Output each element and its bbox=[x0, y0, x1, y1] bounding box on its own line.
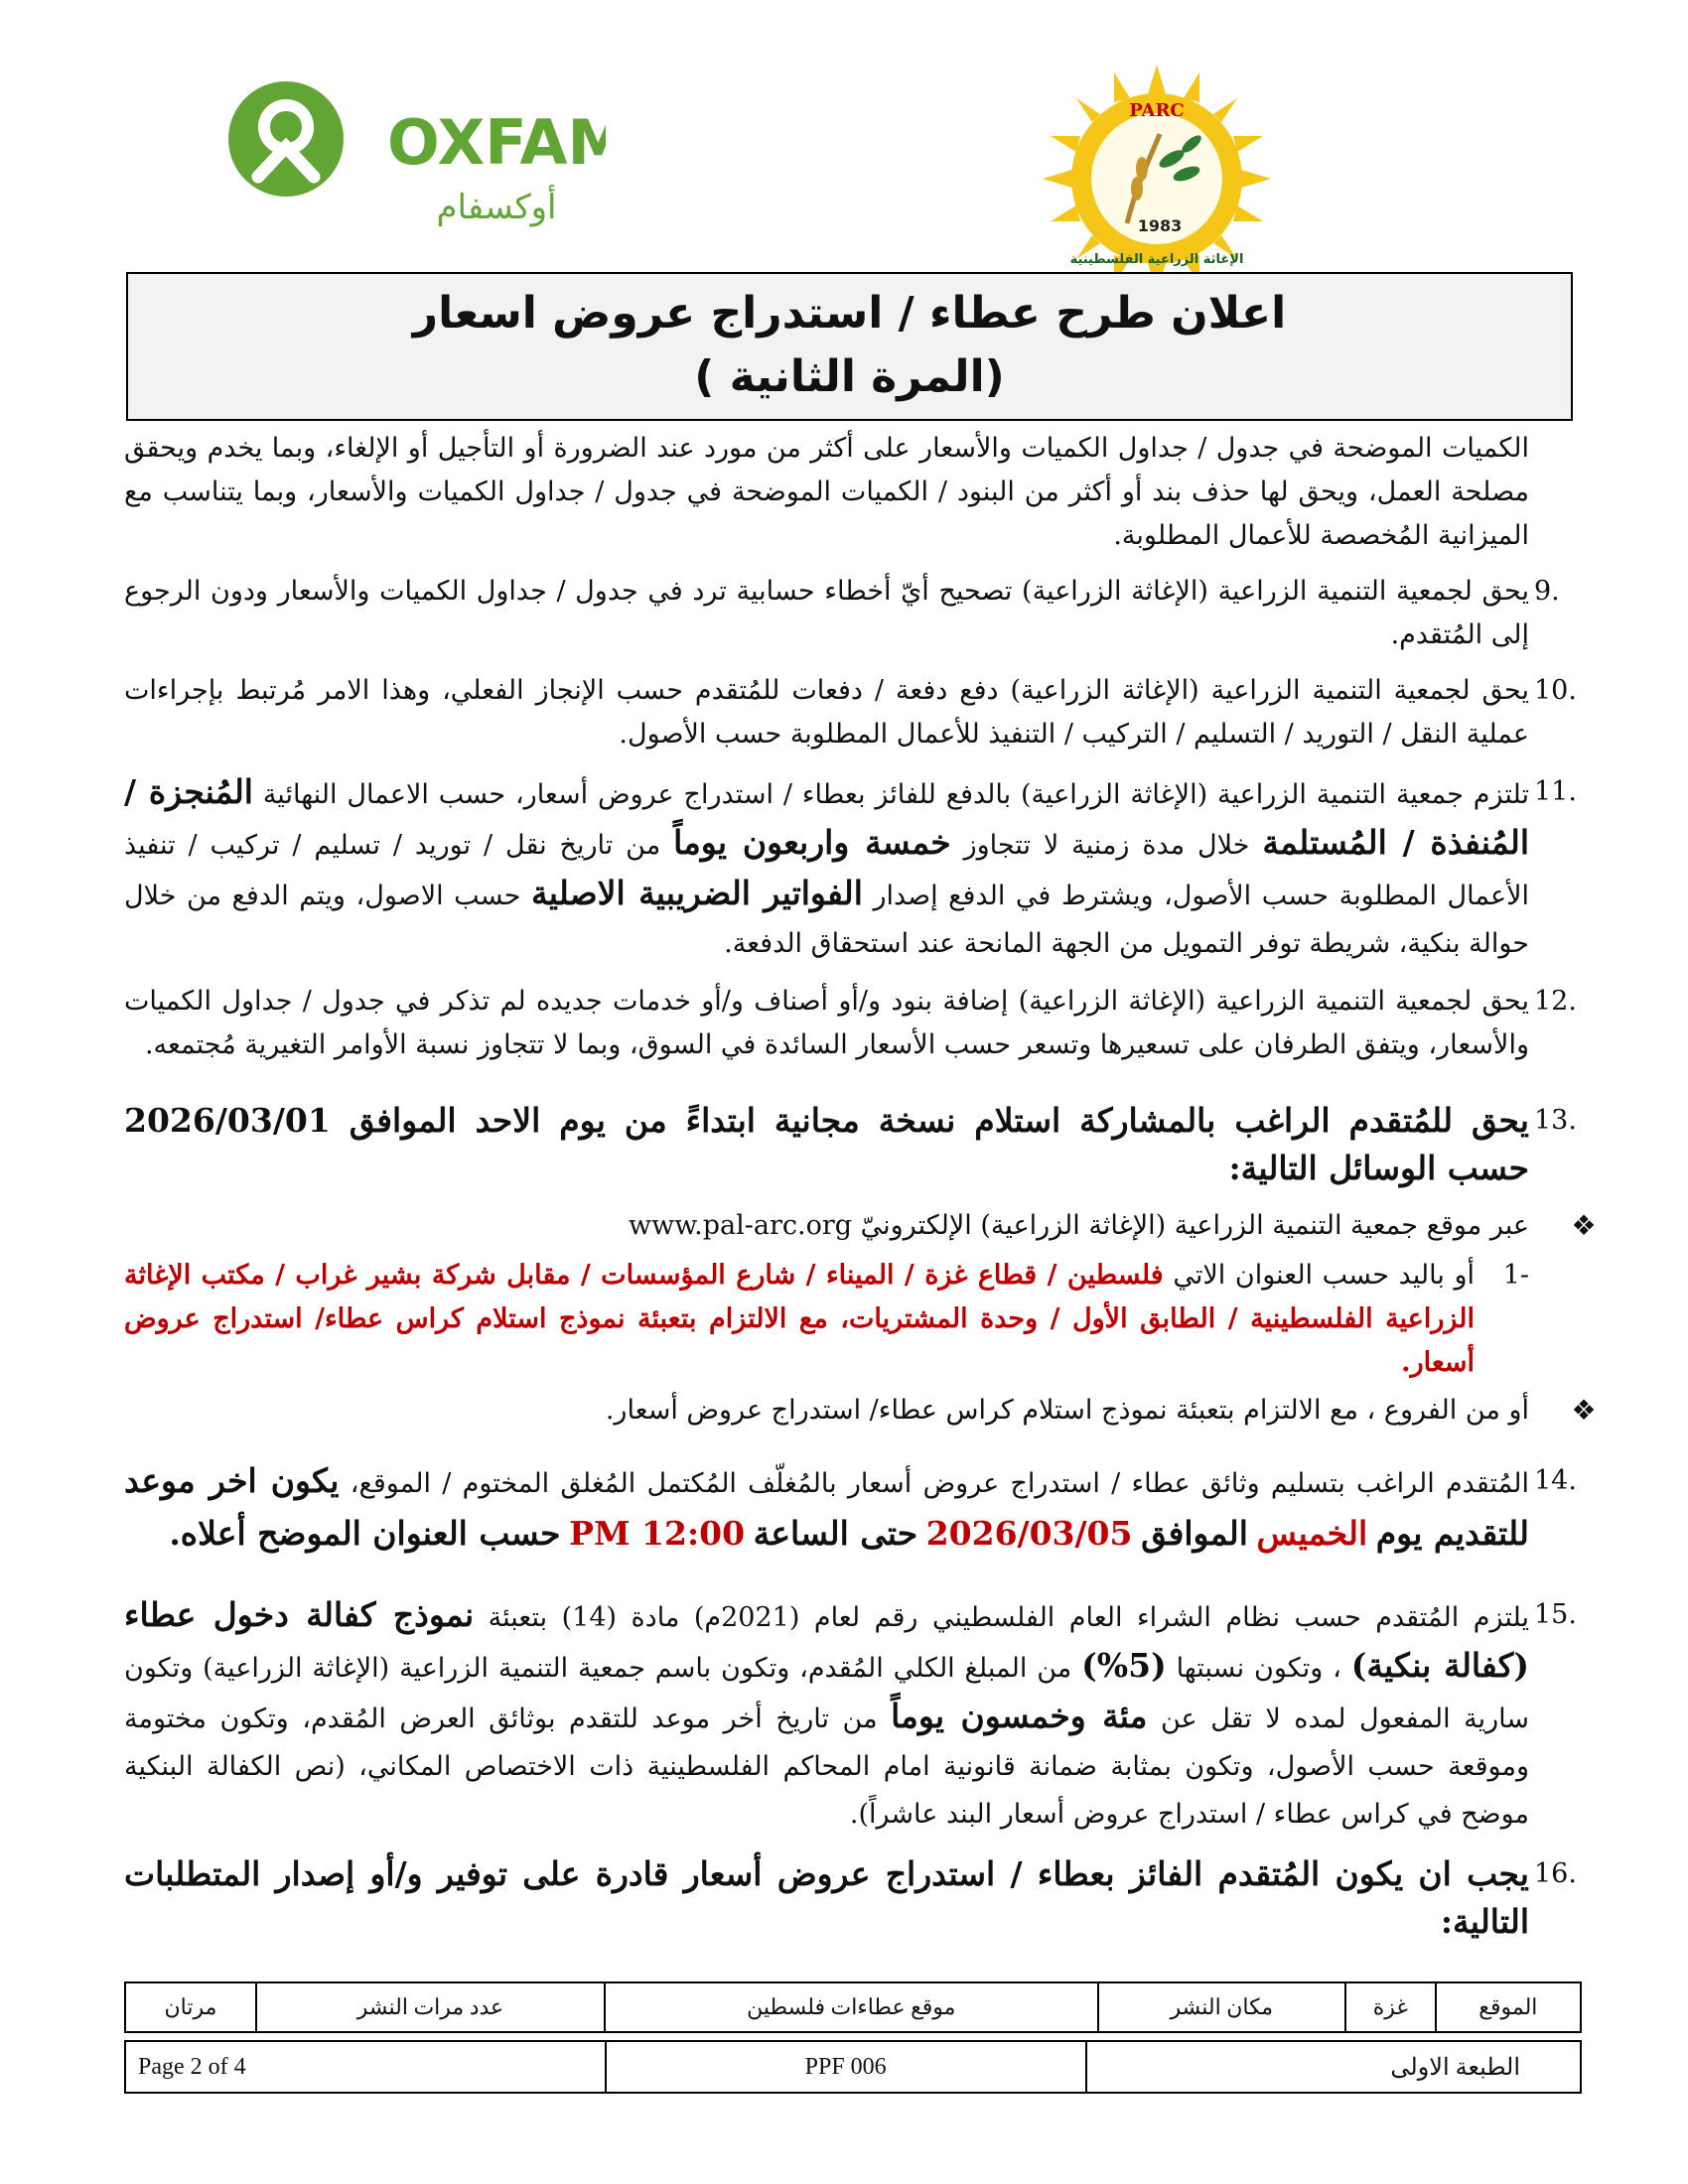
footer-cell: موقع عطاءات فلسطين bbox=[605, 1982, 1098, 2032]
clause-number: 9. bbox=[1534, 576, 1560, 607]
clause-16 bbox=[124, 1850, 1577, 1946]
sub-item-address bbox=[124, 1254, 1529, 1385]
clause-text: يحق لجمعية التنمية الزراعية (الإغاثة الزراعية) دفع دفعة / دفعات للمُتقدم حسب الإنجاز الفعلي، وهذا الامر مُرتبط بإجراءات عملية النقل / التوريد / التسليم / التركيب / التنفيذ للأعمال المطلوبة حسب الأصول. bbox=[124, 675, 1529, 750]
clause-number: 13. bbox=[1534, 1105, 1577, 1136]
footer-cell: مكان النشر bbox=[1098, 1982, 1345, 2032]
clause-number: 11. bbox=[1534, 776, 1577, 807]
clause-9 bbox=[124, 570, 1560, 657]
footer-cell: الموقع bbox=[1436, 1982, 1581, 2032]
clause-10 bbox=[124, 669, 1577, 756]
oxfam-arabic-wordmark: أوكسفام bbox=[436, 188, 557, 227]
clause-text-part: خلال مدة زمنية لا تتجاوز bbox=[963, 830, 1250, 861]
clause-13 bbox=[124, 1097, 1577, 1192]
announcement-title-box bbox=[126, 272, 1573, 421]
clause-number: 12. bbox=[1534, 986, 1577, 1017]
announcement-subtitle: (المرة الثانية ) bbox=[694, 351, 1005, 402]
clause-text: يحق لجمعية التنمية الزراعية (الإغاثة الزراعية) إضافة بنود و/أو أصناف و/أو خدمات جديده لم تذكر في جدول / جداول الكميات والأسعار، ويتفق الطرفان على تسعيرها وتسعر حسب الأسعار السائدة في السوق، وبما لا تتجاوز نسبة الأوامر التغيرية مُجتمعه. bbox=[124, 986, 1529, 1060]
parc-acronym: PARC bbox=[1129, 100, 1185, 121]
oxfam-logo bbox=[228, 69, 606, 238]
oxfam-wordmark: OXFAM bbox=[387, 106, 606, 179]
deadline-time: 12:00 PM bbox=[569, 1514, 746, 1553]
deadline-bold: الموافق bbox=[1141, 1514, 1248, 1553]
deadline-day: الخميس bbox=[1256, 1514, 1368, 1553]
clause-number: 15. bbox=[1534, 1599, 1577, 1630]
parc-arabic-name: الإغاثة الزراعية الفلسطينية bbox=[1069, 252, 1244, 267]
clause-11 bbox=[124, 768, 1577, 968]
clause-12 bbox=[124, 980, 1577, 1067]
clause-text-part: من المبلغ الكلي المُقدم، وتكون باسم جمعية التنمية الزراعية (الإغاثة الزراعية) وتكون سارية المفعول لمده لا تقل عن bbox=[124, 1653, 1529, 1734]
clause-number: 14. bbox=[1534, 1465, 1577, 1496]
deadline-bold: يكون اخر موعد للتقديم يوم bbox=[124, 1461, 1529, 1553]
intro-paragraph: الكميات الموضحة في جدول / جداول الكميات والأسعار على أكثر من مورد عند الضرورة أو التأجيل أو الإلغاء، وبما يخدم ويحقق مصلحة العمل، ويحق لها حذف بند أو أكثر من البنود / الكميات الموضحة في جدول / جداول الكميات والأسعار، وبما يتناسب مع الميزانية المُخصصة للأعمال المطلوبة. bbox=[124, 433, 1529, 551]
clause-text: يحق لجمعية التنمية الزراعية (الإغاثة الزراعية) تصحيح أيّ أخطاء حسابية ترد في جدول / جداول الكميات والأسعار ودون الرجوع إلى المُتقدم. bbox=[124, 576, 1529, 650]
bullet-text: أو من الفروع ، مع الالتزام بتعبئة نموذج استلام كراس عطاء/ استدراج عروض أسعار. bbox=[605, 1395, 1529, 1426]
clause-text-part: المُتقدم الراغب بتسليم وثائق عطاء / استدراج عروض أسعار بالمُغلّف المُكتمل المُغلق المختوم / الموقع، bbox=[350, 1468, 1529, 1499]
sub-item-text: أو باليد حسب العنوان الاتي bbox=[1173, 1260, 1476, 1291]
diamond-bullet-icon: ❖ bbox=[1571, 1209, 1597, 1242]
document-body bbox=[124, 427, 1597, 1958]
footer-cell: مرتان bbox=[125, 1982, 256, 2032]
edition-label: الطبعة الاولى bbox=[1086, 2041, 1581, 2093]
page-info-table bbox=[124, 2040, 1582, 2094]
announcement-title: اعلان طرح عطاء / استدراج عروض اسعار bbox=[412, 288, 1287, 339]
guarantee-percent: (5%) bbox=[1081, 1646, 1167, 1685]
clause-text-part: حسب الاصول، ويتم الدفع من خلال حوالة بنكية، شريطة توفر التمويل من الجهة المانحة عند استحقاق الدفعة. bbox=[124, 881, 1529, 959]
parc-logo bbox=[1043, 65, 1271, 293]
clause-bold-tax-invoices: الفواتير الضريبية الاصلية bbox=[531, 874, 863, 912]
bank-guarantee-bold: نموذج كفالة دخول عطاء (كفالة بنكية) bbox=[124, 1595, 1529, 1685]
bullet-website bbox=[124, 1204, 1597, 1248]
clause-text-part: من تاريخ أخر موعد للتقدم بوثائق العرض المُقدم، وتكون مختومة وموقعة حسب الأصول، وتكون بمثابة ضمانة قانونية امام المحاكم الفلسطينية ذات الاختصاص المكاني، (نص الكفالة البنكية موضح في كراس عطاء / استدراج عروض أسعار البند عاشراً). bbox=[124, 1704, 1529, 1830]
deadline-date: 2026/03/05 bbox=[925, 1514, 1133, 1553]
clause-text-part: يلتزم المُتقدم حسب نظام الشراء العام الفلسطيني رقم لعام (2021م) مادة (14) بتعبئة bbox=[488, 1602, 1529, 1633]
clause-heading: يحق للمُتقدم الراغب بالمشاركة استلام نسخة مجانية ابتداءً من يوم الاحد الموافق 2026/03/01 حسب الوسائل التالية: bbox=[124, 1101, 1529, 1187]
clause-15 bbox=[124, 1591, 1577, 1839]
clause-text-part: تلتزم جمعية التنمية الزراعية (الإغاثة الزراعية) بالدفع للفائز بعطاء / استدراج عروض أسعار، حسب الاعمال النهائية bbox=[262, 779, 1530, 810]
clause-heading: يجب ان يكون المُتقدم الفائز بعطاء / استدراج عروض أسعار قادرة على توفير و/أو إصدار المتطلبات التالية: bbox=[124, 1854, 1529, 1941]
parc-year: 1983 bbox=[1137, 216, 1183, 235]
address-red-text: فلسطين / قطاع غزة / الميناء / شارع المؤسسات / مقابل شركة بشير غراب / مكتب الإغاثة الزراعية الفلسطينية / الطابق الأول / وحدة المشتريات، مع الالتزام بتعبئة نموذج استلام كراس عطاء/ استدراج عروض أسعار. bbox=[124, 1260, 1475, 1378]
clause-14 bbox=[124, 1456, 1577, 1562]
clause-number: 16. bbox=[1534, 1858, 1577, 1889]
deadline-bold: حسب العنوان الموضح أعلاه. bbox=[169, 1514, 561, 1553]
page-number: Page 2 of 4 bbox=[125, 2041, 606, 2093]
deadline-bold: حتى الساعة bbox=[753, 1514, 918, 1553]
publication-info-table bbox=[124, 1981, 1582, 2033]
guarantee-validity-days: مئة وخمسون يوماً bbox=[891, 1697, 1148, 1735]
clause-text-part: من تاريخ نقل / توريد / تسليم / تركيب / تنفيذ الأعمال المطلوبة حسب الأصول، ويشترط في الدفع إصدار bbox=[124, 830, 1529, 911]
sub-item-number: 1- bbox=[1502, 1260, 1529, 1291]
footer-cell: عدد مرات النشر bbox=[256, 1982, 605, 2032]
clause-bold-completed-works: المُنجزة / المُنفذة / المُستلمة bbox=[124, 772, 1529, 862]
footer-cell: غزة bbox=[1345, 1982, 1436, 2032]
diamond-bullet-icon: ❖ bbox=[1571, 1394, 1597, 1427]
bullet-branches bbox=[124, 1389, 1597, 1433]
clause-number: 10. bbox=[1534, 675, 1577, 706]
clause-bold-payment-days: خمسة واربعون يوماً bbox=[673, 823, 951, 862]
clause-text-part: ، وتكون نسبتها bbox=[1176, 1653, 1341, 1684]
bullet-text: عبر موقع جمعية التنمية الزراعية (الإغاثة الزراعية) الإلكترونيّ www.pal-arc.org bbox=[629, 1210, 1529, 1241]
document-code: PPF 006 bbox=[606, 2041, 1086, 2093]
